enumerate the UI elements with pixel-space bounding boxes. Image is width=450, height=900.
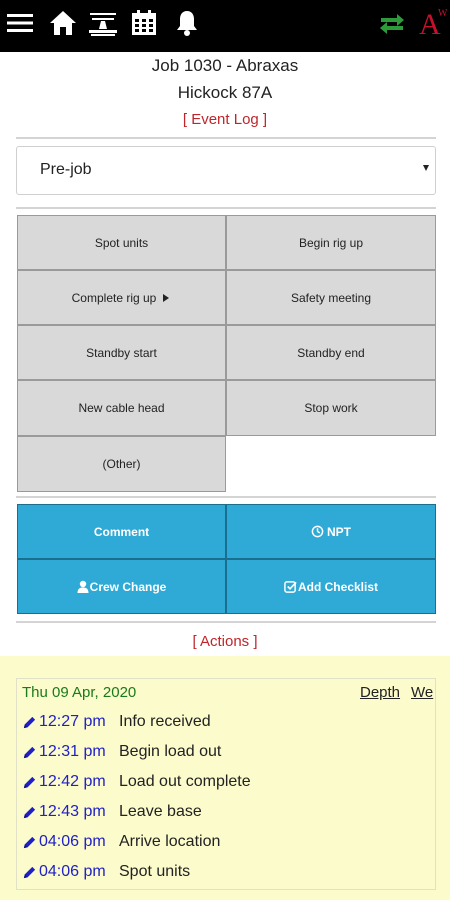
- chevron-down-icon: [423, 165, 429, 171]
- button-label: Crew Change: [89, 579, 167, 594]
- log-time-label: 04:06 pm: [39, 863, 106, 880]
- logo-icon: [418, 4, 448, 38]
- column-header-depth[interactable]: Depth: [360, 684, 401, 701]
- standby-end-button[interactable]: [226, 325, 436, 380]
- log-time-label: 04:06 pm: [39, 833, 106, 850]
- stop-work-button[interactable]: [226, 380, 436, 436]
- button-label: Safety meeting: [290, 290, 372, 305]
- spot-units-button[interactable]: [17, 215, 226, 270]
- checkbox-icon: [284, 580, 297, 593]
- button-label: NPT: [327, 524, 351, 539]
- pencil-icon: [22, 775, 37, 790]
- log-entry-event: Info received: [119, 713, 211, 730]
- pencil-icon: [22, 715, 37, 730]
- crew-change-button[interactable]: [17, 559, 226, 614]
- log-entry-time[interactable]: [22, 713, 106, 731]
- user-icon: [77, 580, 89, 593]
- button-label: New cable head: [78, 401, 165, 415]
- divider: [16, 496, 436, 498]
- top-app-bar: [0, 0, 450, 52]
- event-log-link[interactable]: [ Event Log ]: [182, 111, 268, 128]
- comment-button[interactable]: [17, 504, 226, 559]
- log-time-label: 12:31 pm: [39, 743, 106, 760]
- button-label: Standby start: [86, 345, 157, 360]
- button-label: Comment: [93, 524, 150, 539]
- log-entry-time[interactable]: [22, 863, 106, 881]
- new-cable-head-button[interactable]: [17, 380, 226, 436]
- log-entry-event: Spot units: [119, 863, 191, 880]
- phase-select-value: Pre-job: [40, 161, 92, 178]
- complete-rig-up-button[interactable]: [17, 270, 226, 325]
- home-icon[interactable]: [48, 8, 78, 38]
- svg-text:W: W: [438, 8, 448, 19]
- log-entry-time[interactable]: [22, 743, 106, 761]
- log-time-label: 12:27 pm: [39, 713, 106, 730]
- log-entry-event: Leave base: [119, 803, 202, 820]
- menu-icon[interactable]: [6, 8, 34, 38]
- log-time-label: 12:43 pm: [39, 803, 106, 820]
- safety-meeting-button[interactable]: [226, 270, 436, 325]
- log-entry-time[interactable]: [22, 773, 106, 791]
- well-name: Hickock 87A: [177, 83, 273, 102]
- button-label: (Other): [102, 457, 141, 471]
- triangle-right-icon: [161, 293, 171, 303]
- divider: [16, 207, 436, 209]
- phase-select[interactable]: [16, 146, 436, 195]
- pencil-icon: [22, 745, 37, 760]
- standby-start-button[interactable]: [17, 325, 226, 380]
- add-checklist-button[interactable]: [226, 559, 436, 614]
- svg-text:A: A: [419, 8, 441, 38]
- clock-icon: [311, 525, 324, 538]
- button-label: Stop work: [304, 401, 358, 415]
- rig-icon[interactable]: [88, 8, 118, 38]
- divider: [16, 621, 436, 623]
- begin-rig-up-button[interactable]: [226, 215, 436, 270]
- job-title: Job 1030 - Abraxas: [151, 56, 299, 75]
- log-entry-event: Arrive location: [119, 833, 221, 850]
- npt-button[interactable]: [226, 504, 436, 559]
- log-time-label: 12:42 pm: [39, 773, 106, 790]
- pencil-icon: [22, 805, 37, 820]
- sync-icon[interactable]: [378, 8, 406, 38]
- actions-link[interactable]: [ Actions ]: [192, 633, 258, 650]
- log-entry-event: Load out complete: [119, 773, 251, 790]
- log-entry-time[interactable]: [22, 803, 106, 821]
- pencil-icon: [22, 865, 37, 880]
- button-label: Add Checklist: [297, 579, 378, 594]
- pencil-icon: [22, 835, 37, 850]
- log-entry-time[interactable]: [22, 833, 106, 851]
- column-header-we[interactable]: We: [411, 684, 434, 701]
- bell-icon[interactable]: [174, 8, 200, 38]
- calendar-icon[interactable]: [130, 8, 158, 38]
- other-event-button[interactable]: [17, 436, 226, 492]
- button-label: Spot units: [94, 235, 149, 250]
- divider: [16, 137, 436, 139]
- log-entry-event: Begin load out: [119, 743, 222, 760]
- button-label: Begin rig up: [298, 235, 364, 250]
- log-date: Thu 09 Apr, 2020: [22, 684, 137, 701]
- button-label: Standby end: [297, 345, 365, 360]
- button-label: Complete rig up: [71, 290, 157, 305]
